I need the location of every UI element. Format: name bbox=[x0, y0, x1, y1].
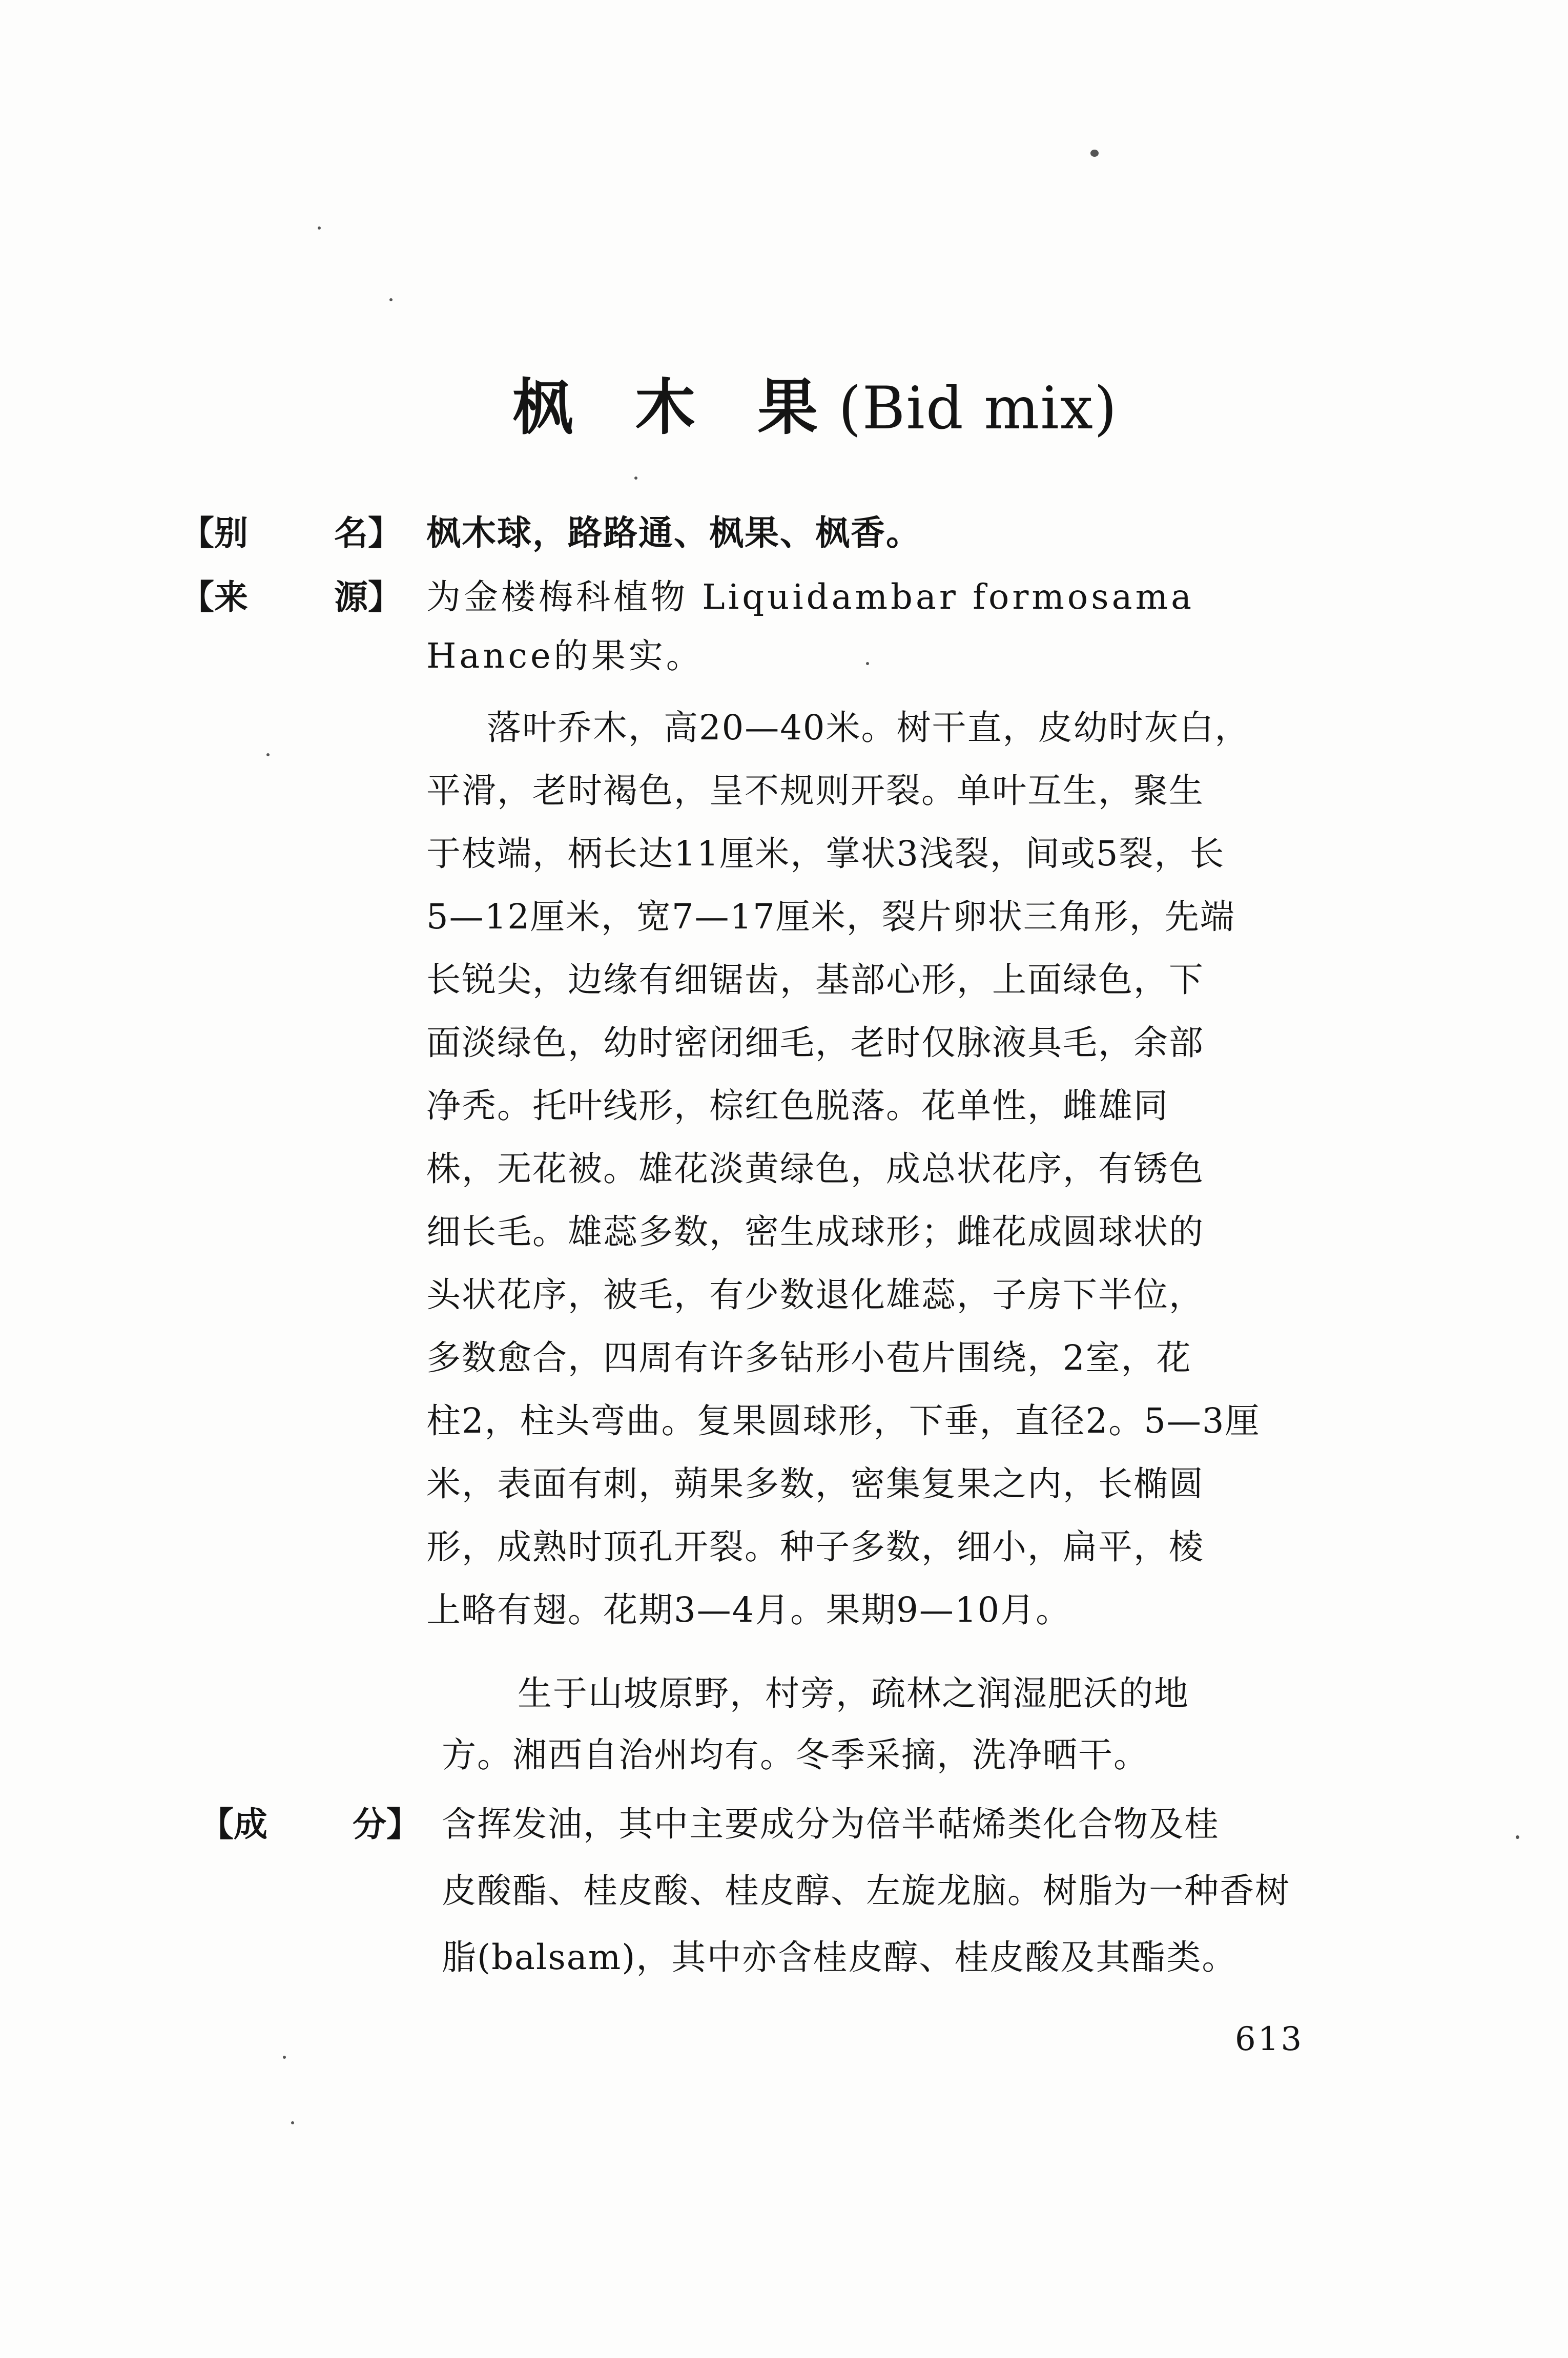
scan-speck bbox=[634, 477, 637, 480]
source-line: 多数愈合，四周有许多钻形小苞片围绕，2室，花 bbox=[426, 1338, 1192, 1378]
source-line: 落叶乔木，高20—40米。树干直，皮幼时灰白， bbox=[487, 708, 1250, 748]
source-label bbox=[180, 569, 426, 625]
source-line: 米，表面有刺，蒴果多数，密集复果之内，长椭圆 bbox=[426, 1464, 1204, 1504]
alias-label-right: 名】 bbox=[334, 513, 402, 553]
source-line: 净秃。托叶线形，棕红色脱落。花单性，雌雄同 bbox=[426, 1086, 1169, 1126]
source-label-left: 【来 bbox=[180, 577, 248, 617]
page-number: 613 bbox=[1235, 2020, 1304, 2058]
scan-speck bbox=[266, 753, 270, 756]
source-label-right: 源】 bbox=[334, 577, 402, 617]
source-line: 长锐尖，边缘有细锯齿，基部心形，上面绿色，下 bbox=[426, 960, 1204, 1000]
composition-line: 皮酸酯、桂皮酸、桂皮醇、左旋龙脑。树脂为一种香树 bbox=[442, 1871, 1290, 1911]
scan-speck bbox=[291, 2121, 294, 2124]
title-chinese: 枫 木 果 bbox=[512, 371, 839, 443]
source-line: 方。湘西自治州均有。冬季采摘，洗净晒干。 bbox=[442, 1735, 1149, 1775]
composition-line: 含挥发油，其中主要成分为倍半萜烯类化合物及桂 bbox=[442, 1804, 1220, 1844]
source-line: 细长毛。雄蕊多数，密生成球形；雌花成圆球状的 bbox=[426, 1212, 1204, 1252]
scan-speck bbox=[866, 662, 869, 665]
source-line: 于枝端，柄长达11厘米，掌状3浅裂，间或5裂，长 bbox=[426, 834, 1225, 874]
source-line: 生于山坡原野，村旁，疏林之润湿肥沃的地 bbox=[518, 1673, 1189, 1713]
source-line: Hance的果实。 bbox=[426, 636, 704, 676]
composition-label bbox=[200, 1796, 446, 1852]
alias-label-left: 【别 bbox=[180, 513, 248, 553]
scan-speck bbox=[1090, 150, 1099, 157]
source-line: 形，成熟时顶孔开裂。种子多数，细小，扁平，棱 bbox=[426, 1527, 1204, 1567]
source-line: 株，无花被。雄花淡黄绿色，成总状花序，有锈色 bbox=[426, 1149, 1204, 1189]
scan-speck bbox=[318, 226, 321, 230]
alias-label bbox=[180, 505, 426, 561]
source-line: 为金楼梅科植物 Liquidambar formosama bbox=[426, 577, 1195, 617]
composition-label-right: 分】 bbox=[353, 1804, 420, 1844]
source-line: 柱2，柱头弯曲。复果圆球形，下垂，直径2。5—3厘 bbox=[426, 1401, 1261, 1441]
source-line: 头状花序，被毛，有少数退化雄蕊，子房下半位， bbox=[426, 1275, 1204, 1315]
scan-speck bbox=[1516, 1835, 1519, 1839]
alias-text: 枫木球，路路通、枫果、枫香。 bbox=[426, 512, 921, 553]
page-title bbox=[512, 366, 1127, 448]
composition-label-left: 【成 bbox=[200, 1804, 267, 1844]
composition-line: 脂(balsam)，其中亦含桂皮醇、桂皮酸及其酯类。 bbox=[442, 1937, 1237, 1977]
source-line: 面淡绿色，幼时密闭细毛，老时仅脉液具毛，余部 bbox=[426, 1023, 1204, 1063]
source-line: 5—12厘米，宽7—17厘米，裂片卵状三角形，先端 bbox=[426, 897, 1235, 937]
title-latin: (Bid mix) bbox=[838, 374, 1118, 442]
scan-speck bbox=[389, 298, 393, 301]
source-line: 上略有翅。花期3—4月。果期9—10月。 bbox=[426, 1590, 1071, 1630]
source-line: 平滑，老时褐色，呈不规则开裂。单叶互生，聚生 bbox=[426, 771, 1204, 811]
scan-speck bbox=[283, 2056, 286, 2059]
